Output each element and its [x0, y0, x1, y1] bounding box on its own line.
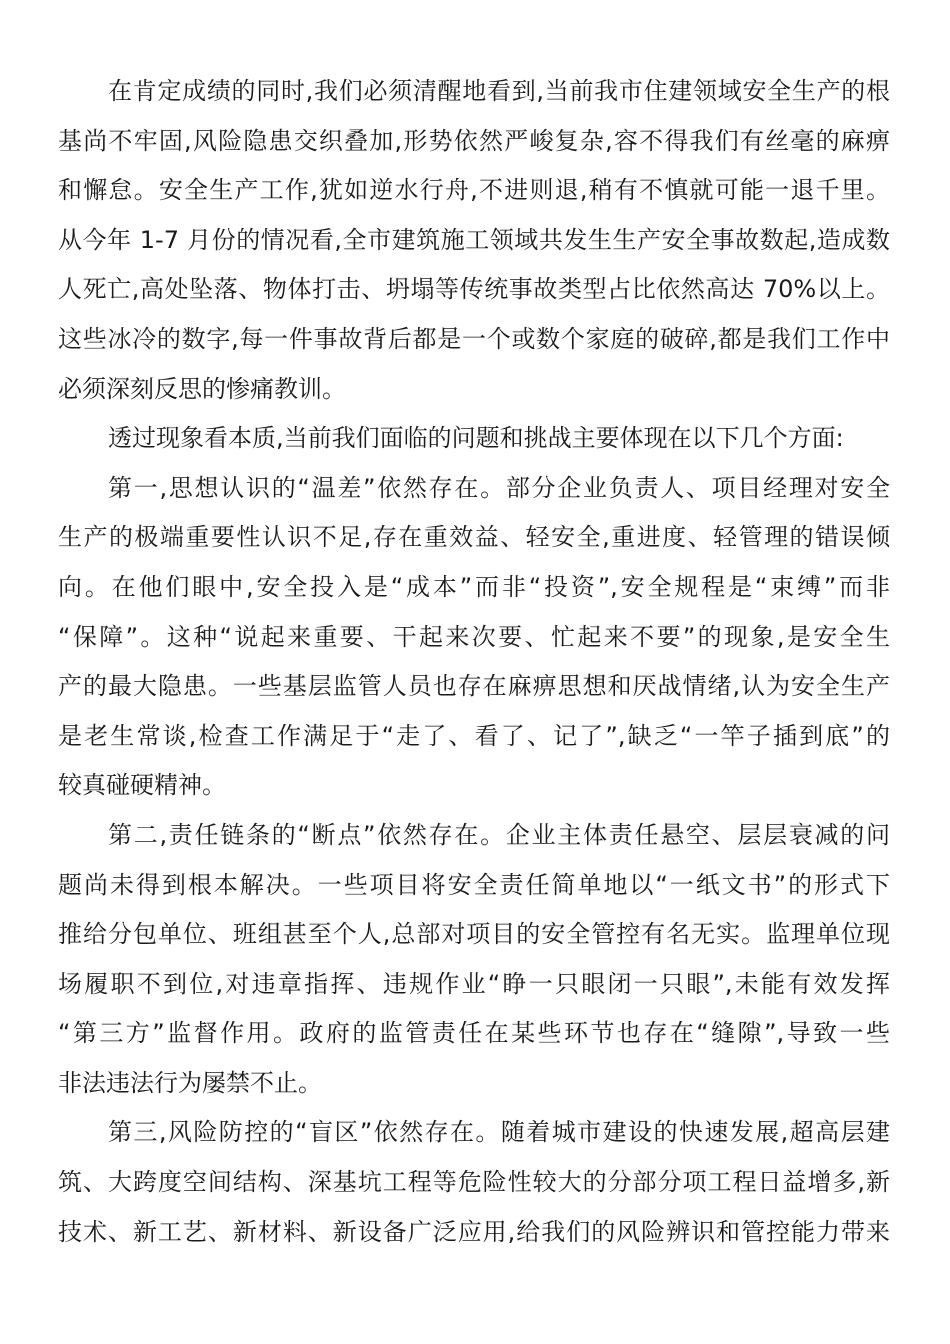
- text-line: 是老生常谈,检查工作满足于“走了、看了、记了”,缺乏“一竿子插到底”的: [58, 721, 890, 750]
- text-line: 第三,风险防控的“盲区”依然存在。随着城市建设的快速发展,超高层建: [108, 1118, 890, 1147]
- text-line: 筑、大跨度空间结构、深基坑工程等危险性较大的分部分项工程日益增多,新: [58, 1168, 890, 1197]
- text-line: 这些冰冷的数字,每一件事故背后都是一个或数个家庭的破碎,都是我们工作中: [58, 324, 890, 353]
- paragraph-point-two: [58, 811, 890, 1109]
- document-body: [58, 67, 890, 1257]
- text-line: 第一,思想认识的“温差”依然存在。部分企业负责人、项目经理对安全: [108, 473, 890, 502]
- text-line: 和懈怠。安全生产工作,犹如逆水行舟,不进则退,稍有不慎就可能一退千里。: [58, 176, 890, 205]
- text-line: 技术、新工艺、新材料、新设备广泛应用,给我们的风险辨识和管控能力带来: [58, 1217, 890, 1246]
- text-line: 人死亡,高处坠落、物体打击、坍塌等传统事故类型占比依然高达 70%以上。: [58, 275, 890, 304]
- paragraph-point-one: [58, 464, 890, 811]
- text-line: “保障”。这种“说起来重要、干起来次要、忙起来不要”的现象,是安全生: [58, 622, 890, 651]
- text-line: 透过现象看本质,当前我们面临的问题和挑战主要体现在以下几个方面:: [108, 424, 844, 453]
- text-line: 从今年 1-7 月份的情况看,全市建筑施工领域共发生生产安全事故数起,造成数: [58, 225, 890, 254]
- text-line: 题尚未得到根本解决。一些项目将安全责任简单地以“一纸文书”的形式下: [58, 870, 890, 899]
- text-line: 必须深刻反思的惨痛教训。: [58, 374, 346, 403]
- text-line: 第二,责任链条的“断点”依然存在。企业主体责任悬空、层层衰减的问: [108, 820, 890, 849]
- text-line: “第三方”监督作用。政府的监管责任在某些环节也存在“缝隙”,导致一些: [58, 1019, 890, 1048]
- paragraph-current-situation: [58, 67, 890, 414]
- text-line: 推给分包单位、班组甚至个人,总部对项目的安全管控有名无实。监理单位现: [58, 920, 890, 949]
- text-line: 在肯定成绩的同时,我们必须清醒地看到,当前我市住建领域安全生产的根: [108, 77, 890, 105]
- text-line: 产的最大隐患。一些基层监管人员也存在麻痹思想和厌战情绪,认为安全生产: [58, 672, 890, 701]
- text-line: 非法违法行为屡禁不止。: [58, 1068, 322, 1097]
- text-line: 生产的极端重要性认识不足,存在重效益、轻安全,重进度、轻管理的错误倾: [58, 523, 890, 552]
- text-line: 向。在他们眼中,安全投入是“成本”而非“投资”,安全规程是“束缚”而非: [58, 572, 890, 601]
- paragraph-intro-problems: [58, 414, 890, 464]
- paragraph-point-three: [58, 1108, 890, 1257]
- text-line: 较真碰硬精神。: [58, 771, 226, 800]
- text-line: 场履职不到位,对违章指挥、违规作业“睁一只眼闭一只眼”,未能有效发挥: [58, 969, 890, 998]
- text-line: 基尚不牢固,风险隐患交织叠加,形势依然严峻复杂,容不得我们有丝毫的麻痹: [58, 126, 890, 155]
